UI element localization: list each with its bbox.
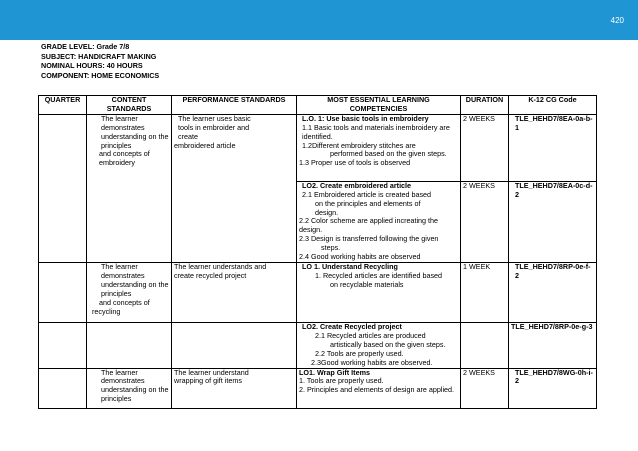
content-standard-cell: [87, 322, 172, 368]
duration-cell: 2 WEEKS: [461, 368, 509, 408]
quarter-cell: [39, 114, 87, 262]
performance-standard-cell: [172, 322, 297, 368]
competency-cell: LO2. Create embroidered article 2.1 Embroidered article is created based on the principles and elements of design. 2.2 Color scheme are applied increating the design. 2.3 Design is transferred following the given steps. 2.4 Good working habits are observed: [297, 181, 461, 262]
competency-cell: LO2. Create Recycled project 2.1 Recycled articles are produced artistically based on the given steps. 2.2 Tools are properly used. 2.3Good working habits are observed.: [297, 322, 461, 368]
component: COMPONENT: HOME ECONOMICS: [41, 70, 160, 80]
code-cell: TLE_HEHD7/8WG-0h-i-2: [509, 368, 597, 408]
table-row: [39, 368, 597, 408]
competency-cell: LO 1. Understand Recycling 1. Recycled articles are identified based on recyclable materials: [297, 262, 461, 322]
duration-cell: [461, 322, 509, 368]
performance-standard-cell: The learner uses basic tools in embroider and create embroidered article: [172, 114, 297, 262]
quarter-cell: [39, 368, 87, 408]
table-row: [39, 262, 597, 322]
header-band: [0, 0, 638, 40]
quarter-cell: [39, 262, 87, 322]
content-standard-cell: The learner demonstrates understanding on the principles and concepts of recycling: [87, 262, 172, 322]
col-code: K-12 CG Code: [509, 96, 597, 115]
col-quarter: QUARTER: [39, 96, 87, 115]
table-row: [39, 322, 597, 368]
performance-standard-cell: The learner understands and create recycled project: [172, 262, 297, 322]
duration-cell: 1 WEEK: [461, 262, 509, 322]
competency-cell: L.O. 1: Use basic tools in embroidery 1.1 Basic tools and materials inembroidery are identified. 1.2Different embroidery stitches are performed based on the given steps. 1.3 Proper use of tools is observed: [297, 114, 461, 181]
col-duration: DURATION: [461, 96, 509, 115]
quarter-cell: [39, 322, 87, 368]
table-row: [39, 114, 597, 181]
table-header-row: [39, 96, 597, 115]
curriculum-table: [38, 95, 597, 409]
code-cell: TLE_HEHD7/8EA-0c-d-2: [509, 181, 597, 262]
document-header: [41, 42, 159, 80]
code-cell: TLE_HEHD7/8RP-0e-f-2: [509, 262, 597, 322]
code-cell: TLE_HEHD7/8EA-0a-b-1: [509, 114, 597, 181]
grade-level: GRADE LEVEL: Grade 7/8: [41, 42, 130, 51]
col-competencies: MOST ESSENTIAL LEARNING COMPETENCIES: [297, 96, 461, 115]
duration-cell: 2 WEEKS: [461, 181, 509, 262]
performance-standard-cell: The learner understand wrapping of gift items: [172, 368, 297, 408]
competency-cell: LO1. Wrap Gift Items 1. Tools are properly used. 2. Principles and elements of design are applied.: [297, 368, 461, 408]
subject: SUBJECT: HANDICRAFT MAKING: [41, 51, 157, 61]
content-standard-cell: The learner demonstrates understanding on the principles: [87, 368, 172, 408]
page-number: 420: [610, 16, 624, 25]
col-content-standards: CONTENT STANDARDS: [87, 96, 172, 115]
duration-cell: 2 WEEKS: [461, 114, 509, 181]
col-performance-standards: PERFORMANCE STANDARDS: [172, 96, 297, 115]
nominal-hours: NOMINAL HOURS: 40 HOURS: [41, 61, 143, 71]
code-cell: TLE_HEHD7/8RP-0e-g-3: [509, 322, 597, 368]
content-standard-cell: The learner demonstrates understanding on the principles and concepts of embroidery: [87, 114, 172, 262]
